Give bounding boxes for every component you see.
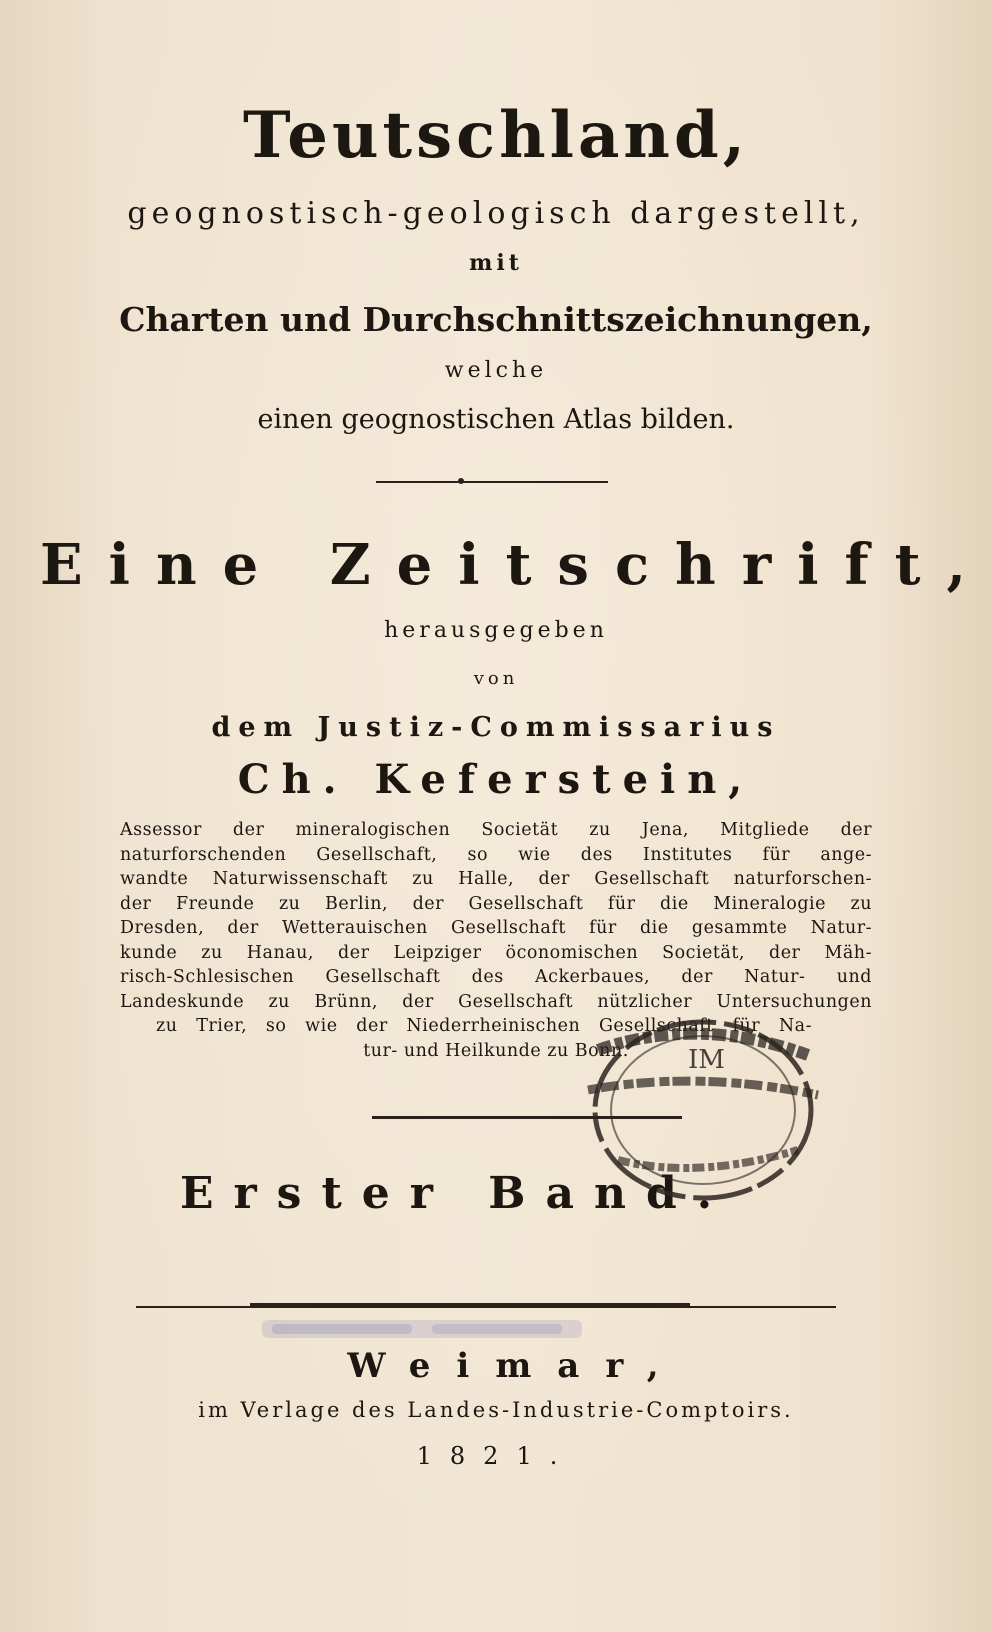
affiliation-line: Assessor der mineralogischen Societät zu Jena, Mitgliede der <box>120 820 872 840</box>
author-affiliations <box>120 818 872 1063</box>
journal-heading: Eine Zeitschrift, <box>39 532 992 598</box>
publication-year: 1821. <box>416 1442 576 1470</box>
affiliation-line: zu Trier, so wie der Niederrheinischen Gesellschaft für Na- <box>156 1016 812 1036</box>
subtitle-line-2: Charten und Durchschnittszeichnungen, <box>119 300 873 339</box>
affiliation-line: Dresden, der Wetterauischen Gesellschaft für die gesammte Natur- <box>120 918 872 938</box>
subtitle-line-1: geognostisch-geologisch dargestellt, <box>127 196 865 231</box>
subtitle-mit: mit <box>469 250 523 276</box>
affiliation-line: wandte Naturwissenschaft zu Halle, der Gesellschaft naturforschen- <box>120 869 872 889</box>
place-of-publication: Weimar, <box>347 1346 685 1386</box>
divider-rule-top-dot <box>458 478 464 484</box>
publisher-line: im Verlage des Landes-Industrie-Comptoirs. <box>198 1398 794 1422</box>
subtitle-welche: welche <box>444 358 548 383</box>
divider-rule-bottom-thick <box>250 1303 690 1308</box>
affiliation-line: Landeskunde zu Brünn, der Gesellschaft nützlicher Untersuchungen <box>120 991 872 1012</box>
edited-by-label: herausgegeben <box>384 618 608 643</box>
affiliation-line: kunde zu Hanau, der Leipziger öconomischen Societät, der Mäh- <box>120 942 872 963</box>
affiliation-line: naturforschenden Gesellschaft, so wie des Institutes für ange- <box>120 844 872 865</box>
von-label: von <box>473 668 519 689</box>
volume-label: Erster Band. <box>179 1168 733 1219</box>
stamp-text: IM <box>688 1045 725 1075</box>
affiliation-line: risch-Schlesischen Gesellschaft des Ackerbaues, der Natur- und <box>120 967 872 987</box>
author-name: Ch. Keferstein, <box>237 756 755 803</box>
affiliation-line: der Freunde zu Berlin, der Gesellschaft für die Mineralogie zu <box>120 893 872 914</box>
subtitle-line-3: einen geognostischen Atlas bilden. <box>257 404 735 435</box>
main-title: Teutschland, <box>243 98 749 173</box>
affiliation-line: tur- und Heilkunde zu Bonn. <box>363 1040 629 1061</box>
author-title: dem Justiz-Commissarius <box>211 712 781 743</box>
divider-rule-top <box>376 481 608 483</box>
divider-rule-middle <box>372 1116 682 1119</box>
faint-library-stamp <box>262 1310 582 1350</box>
